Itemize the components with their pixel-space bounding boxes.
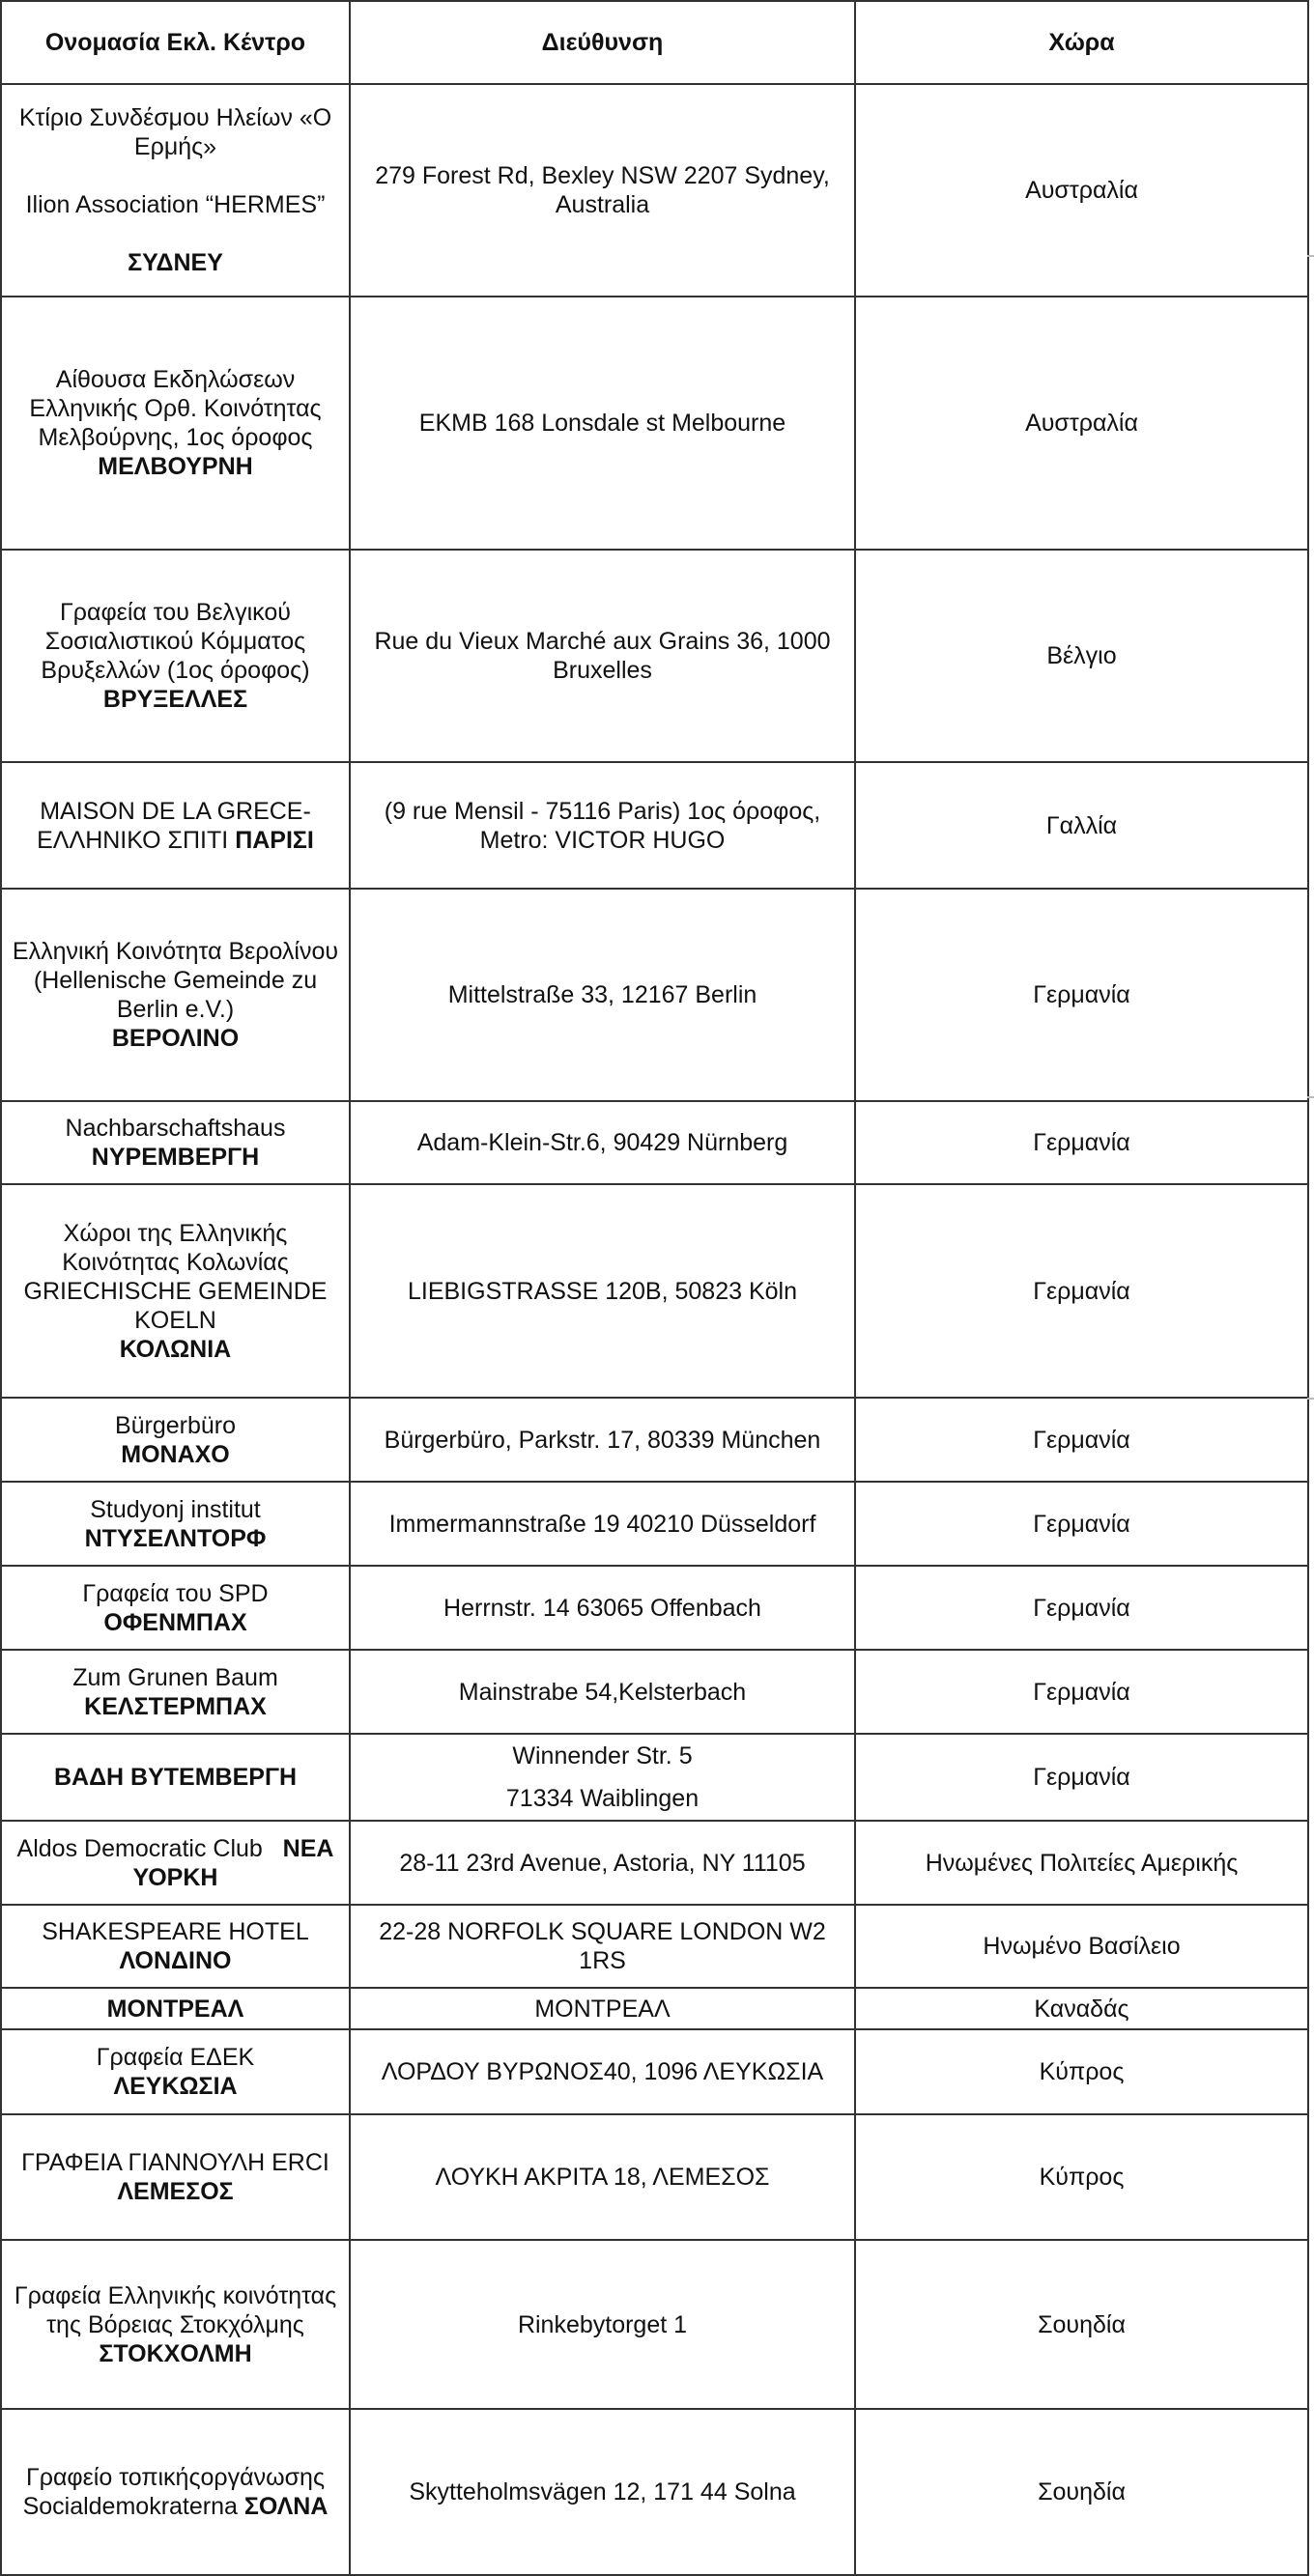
address-cell: Rue du Vieux Marché aux Grains 36, 1000 Bruxelles: [350, 550, 855, 762]
table-row: [1, 762, 1308, 889]
table-row: [1, 889, 1308, 1101]
center-name: Χώροι της Ελληνικής Κοινότητας Κολωνίας GRIECHISCHE GEMEINDE KOELN: [23, 1219, 328, 1334]
center-city: ΣΥΔΝΕΥ: [128, 249, 223, 276]
table-row: [1, 84, 1308, 297]
center-city: ΟΦΕΝΜΠΑΧ: [103, 1608, 247, 1636]
center-city: ΜΕΛΒΟΥΡΝΗ: [98, 453, 253, 480]
center-city: ΣΟΛΝΑ: [243, 2493, 328, 2520]
center-name: Bürgerbüro: [114, 1411, 237, 1439]
table-row: [1, 1734, 1308, 1821]
table-row: [1, 1821, 1308, 1905]
country-cell: Σουηδία: [855, 2409, 1308, 2575]
page-edge-tick: [1307, 255, 1314, 257]
center-name-cell: [1, 2029, 350, 2114]
table-row: [1, 2114, 1308, 2240]
center-name-cell: [1, 1398, 350, 1482]
country-cell: Αυστραλία: [855, 84, 1308, 297]
center-city: ΛΕΥΚΩΣΙΑ: [113, 2073, 238, 2100]
center-name: Γραφεία ΕΔΕΚ: [96, 2044, 255, 2071]
country-cell: Βέλγιο: [855, 550, 1308, 762]
center-name-cell: [1, 1184, 350, 1398]
table-row: [1, 1905, 1308, 1988]
center-name-cell: [1, 2114, 350, 2240]
table-row: [1, 1184, 1308, 1398]
center-name-secondary: Ilion Association “HERMES”: [25, 191, 326, 218]
table-row: [1, 2240, 1308, 2409]
table-row: [1, 1101, 1308, 1184]
address-cell: Bürgerbüro, Parkstr. 17, 80339 München: [350, 1398, 855, 1482]
center-name: Γραφείο τοπικήςοργάνωσης Socialdemokraterna: [22, 2464, 325, 2520]
table-row: [1, 1566, 1308, 1650]
center-name: Γραφεία του Βελγικού Σοσιαλιστικού Κόμματος Βρυξελλών (1ος όροφος): [41, 599, 310, 684]
center-city: ΛΟΝΔΙΝΟ: [119, 1947, 232, 1974]
address-cell: 22-28 NORFOLK SQUARE LONDON W2 1RS: [350, 1905, 855, 1988]
address-cell: Adam-Klein-Str.6, 90429 Nürnberg: [350, 1101, 855, 1184]
address-cell: Rinkebytorget 1: [350, 2240, 855, 2409]
address-cell: Immermannstraße 19 40210 Düsseldorf: [350, 1482, 855, 1566]
center-city: ΝΤΥΣΕΛΝΤΟΡΦ: [84, 1524, 267, 1552]
center-name-cell: [1, 1905, 350, 1988]
header-country: Χώρα: [855, 1, 1308, 84]
table-row: [1, 2029, 1308, 2114]
center-name: Zum Grunen Baum: [72, 1663, 278, 1691]
center-name-cell: [1, 1650, 350, 1734]
country-cell: Κύπρος: [855, 2029, 1308, 2114]
center-name: Γραφεία του SPD: [82, 1579, 269, 1607]
center-name: SHAKESPEARE HOTEL: [42, 1918, 309, 1945]
center-city: ΝΥΡΕΜΒΕΡΓΗ: [91, 1144, 260, 1171]
address-cell: ΜΟΝΤΡΕΑΛ: [350, 1988, 855, 2029]
address-cell: Skytteholmsvägen 12, 171 44 Solna: [350, 2409, 855, 2575]
center-city: ΛΕΜΕΣΟΣ: [117, 2178, 234, 2205]
country-cell: Γερμανία: [855, 1566, 1308, 1650]
table-row: [1, 1398, 1308, 1482]
center-name: Aldos Democratic Club: [16, 1834, 263, 1862]
center-name: Κτίριο Συνδέσμου Ηλείων «Ο Ερμής»: [18, 104, 332, 160]
address-cell: Mainstrabe 54,Kelsterbach: [350, 1650, 855, 1734]
center-name-cell: [1, 1566, 350, 1650]
center-name: Studyonj institut: [90, 1495, 261, 1523]
center-name-cell: [1, 1821, 350, 1905]
address-cell: Herrnstr. 14 63065 Offenbach: [350, 1566, 855, 1650]
center-city: ΣΤΟΚΧΟΛΜΗ: [99, 2339, 252, 2367]
table-row: [1, 297, 1308, 550]
table-row: [1, 550, 1308, 762]
center-name-cell: [1, 889, 350, 1101]
address-line-2: 71334 Waiblingen: [505, 1785, 700, 1812]
table-row: [1, 1482, 1308, 1566]
country-cell: Γερμανία: [855, 889, 1308, 1101]
country-cell: Σουηδία: [855, 2240, 1308, 2409]
address-cell: ΛΟΥΚΗ ΑΚΡΙΤΑ 18, ΛΕΜΕΣΟΣ: [350, 2114, 855, 2240]
address-cell: Mittelstraße 33, 12167 Berlin: [350, 889, 855, 1101]
center-name-cell: [1, 2409, 350, 2575]
center-city: ΚΟΛΩΝΙΑ: [119, 1335, 232, 1363]
center-name: ΓΡΑΦΕΙΑ ΓΙΑΝΝΟΥΛΗ ERCI: [21, 2149, 329, 2176]
address-cell: 279 Forest Rd, Bexley NSW 2207 Sydney, Australia: [350, 84, 855, 297]
address-cell: EKMB 168 Lonsdale st Melbourne: [350, 297, 855, 550]
country-cell: Ηνωμένο Βασίλειο: [855, 1905, 1308, 1988]
country-cell: Καναδάς: [855, 1988, 1308, 2029]
center-name-cell: [1, 1101, 350, 1184]
center-city: ΠΑΡΙΣΙ: [235, 826, 314, 854]
table-row: [1, 2409, 1308, 2575]
center-name-cell: [1, 2240, 350, 2409]
center-city: ΒΡΥΞΕΛΛΕΣ: [102, 686, 248, 713]
country-cell: Γερμανία: [855, 1734, 1308, 1821]
country-cell: Γερμανία: [855, 1101, 1308, 1184]
center-name: MAISON DE LA GRECE- ΕΛΛΗΝΙΚΟ ΣΠΙΤΙ: [37, 797, 311, 854]
center-name-cell: [1, 1482, 350, 1566]
header-address: Διεύθυνση: [350, 1, 855, 84]
center-city: ΒΑΔΗ ΒΥΤΕΜΒΕΡΓΗ: [53, 1764, 298, 1791]
address-cell: LIEBIGSTRASSE 120B, 50823 Köln: [350, 1184, 855, 1398]
table-row: [1, 1650, 1308, 1734]
country-cell: Ηνωμένες Πολιτείες Αμερικής: [855, 1821, 1308, 1905]
country-cell: Γερμανία: [855, 1184, 1308, 1398]
table-header-row: [1, 1, 1308, 84]
center-name: Ελληνική Κοινότητα Βερολίνου (Hellenische Gemeinde zu Berlin e.V.): [12, 938, 339, 1023]
center-city: ΚΕΛΣΤΕΡΜΠΑΧ: [84, 1692, 267, 1720]
table-row: [1, 1988, 1308, 2029]
center-name: Γραφεία Ελληνικής κοινότητας της Βόρειας Στοκχόλμης: [14, 2281, 337, 2338]
center-name-cell: [1, 297, 350, 550]
header-name: Ονομασία Εκλ. Κέντρο: [1, 1, 350, 84]
country-cell: Αυστραλία: [855, 297, 1308, 550]
center-name-cell: [1, 84, 350, 297]
center-name-cell: [1, 1988, 350, 2029]
center-name: Nachbarschaftshaus: [65, 1115, 286, 1142]
country-cell: Κύπρος: [855, 2114, 1308, 2240]
center-name-cell: [1, 762, 350, 889]
center-city: ΝΕΑ ΥΟΡΚΗ: [132, 1834, 334, 1891]
country-cell: Γερμανία: [855, 1398, 1308, 1482]
center-city: ΒΕΡΟΛΙΝΟ: [111, 1025, 240, 1052]
page-edge-tick: [1307, 1398, 1314, 1400]
center-city: ΜΟΝΤΡΕΑΛ: [106, 1995, 244, 2023]
center-name-cell: [1, 550, 350, 762]
center-city: ΜΟΝΑΧΟ: [121, 1440, 230, 1468]
center-name: Αίθουσα Εκδηλώσεων Ελληνικής Ορθ. Κοινότητας Μελβούρνης, 1ος όροφος: [29, 366, 322, 451]
address-line-1: Winnender Str. 5: [512, 1742, 693, 1769]
page-edge-tick: [1307, 1096, 1314, 1098]
address-cell: 28-11 23rd Avenue, Astoria, NY 11105: [350, 1821, 855, 1905]
country-cell: Γερμανία: [855, 1650, 1308, 1734]
address-cell: ΛΟΡΔΟΥ ΒΥΡΩΝΟΣ40, 1096 ΛΕΥΚΩΣΙΑ: [350, 2029, 855, 2114]
country-cell: Γερμανία: [855, 1482, 1308, 1566]
center-name-cell: [1, 1734, 350, 1821]
country-cell: Γαλλία: [855, 762, 1308, 889]
address-cell: (9 rue Mensil - 75116 Paris) 1ος όροφος, Metro: VICTOR HUGO: [350, 762, 855, 889]
address-cell: [350, 1734, 855, 1821]
